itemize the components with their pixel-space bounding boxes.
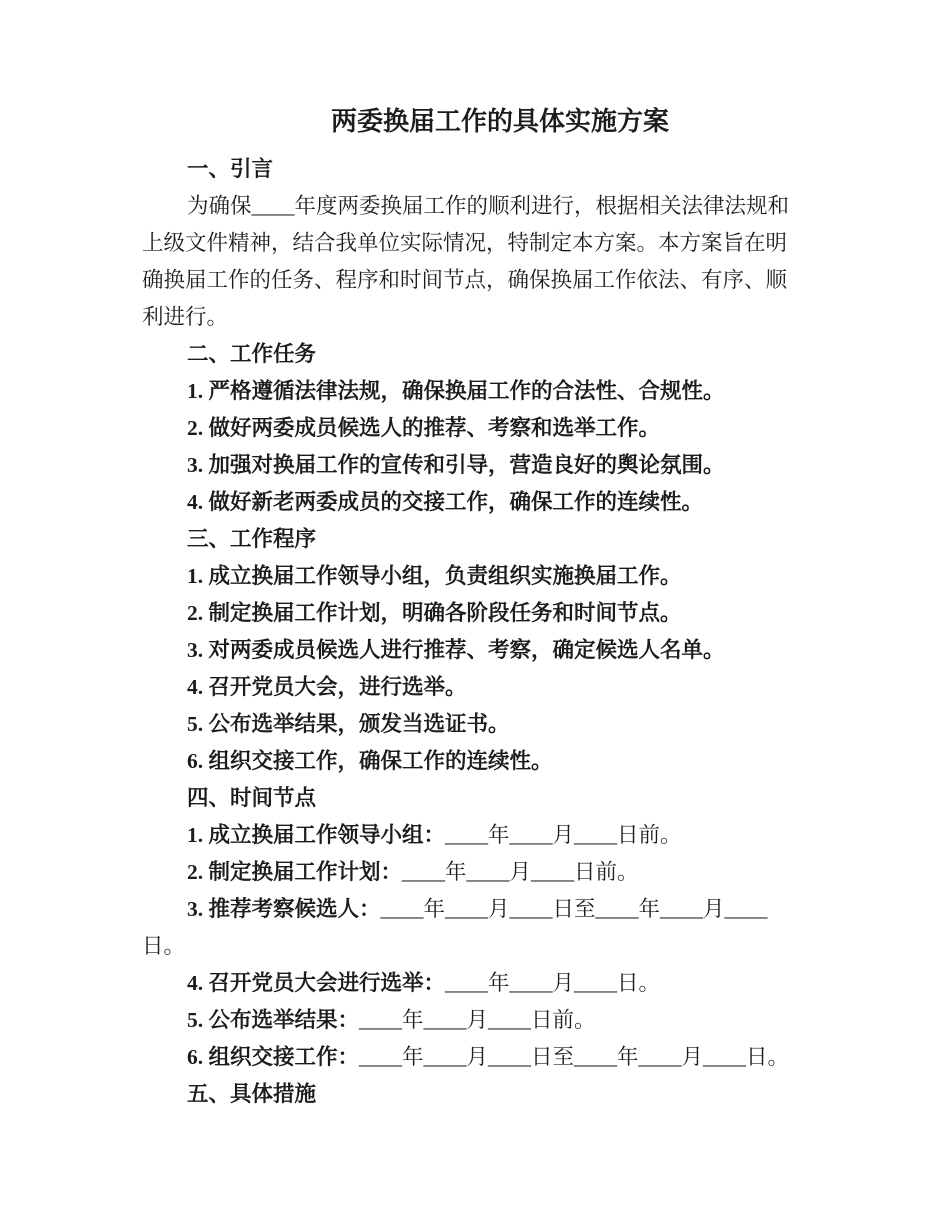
time-node-item-5-label: 5. 公布选举结果： [187,1008,360,1032]
section-heading-work-procedure: 三、工作程序 [187,527,317,551]
intro-paragraph-line-3: 确换届工作的任务、程序和时间节点，确保换届工作依法、有序、顺 [142,268,788,292]
work-task-item-3: 3. 加强对换届工作的宣传和引导，营造良好的舆论氛围。 [187,453,725,477]
procedure-item-6: 6. 组织交接工作，确保工作的连续性。 [187,749,553,773]
time-node-item-3 [142,891,858,928]
time-node-item-2-label: 2. 制定换届工作计划： [187,860,403,884]
time-node-item-2-blank: ____年____月____日前。 [402,860,639,884]
time-node-item-6-label: 6. 组织交接工作： [187,1045,360,1069]
time-node-item-6 [142,1039,858,1076]
time-node-item-2 [142,854,858,891]
intro-paragraph-line-4: 利进行。 [142,305,229,329]
procedure-item-4: 4. 召开党员大会，进行选举。 [187,675,467,699]
procedure-item-1: 1. 成立换届工作领导小组，负责组织实施换届工作。 [187,564,682,588]
work-task-item-2: 2. 做好两委成员候选人的推荐、考察和选举工作。 [187,416,661,440]
time-node-item-1-blank: ____年____月____日前。 [445,823,682,847]
document-body [142,151,858,1113]
procedure-item-5: 5. 公布选举结果，颁发当选证书。 [187,712,510,736]
intro-paragraph-line-2: 上级文件精神，结合我单位实际情况，特制定本方案。本方案旨在明 [142,231,788,255]
time-node-item-5 [142,1002,858,1039]
time-node-item-3-blank: ____年____月____日至____年____月____ [380,897,768,921]
document-title: 两委换届工作的具体实施方案 [330,107,669,136]
section-heading-introduction: 一、引言 [187,157,274,181]
work-task-item-1: 1. 严格遵循法律法规，确保换届工作的合法性、合规性。 [187,379,725,403]
procedure-item-3: 3. 对两委成员候选人进行推荐、考察，确定候选人名单。 [187,638,725,662]
procedure-item-2: 2. 制定换届工作计划，明确各阶段任务和时间节点。 [187,601,682,625]
work-task-item-4: 4. 做好新老两委成员的交接工作，确保工作的连续性。 [187,490,704,514]
section-heading-time-nodes: 四、时间节点 [187,786,317,810]
time-node-item-3-wrap: 日。 [142,934,186,958]
time-node-item-1 [142,817,858,854]
time-node-item-6-blank: ____年____月____日至____年____月____日。 [359,1045,790,1069]
time-node-item-4-blank: ____年____月____日。 [445,971,661,995]
intro-paragraph-line-1: 为确保____年度两委换届工作的顺利进行，根据相关法律法规和 [187,194,790,218]
time-node-item-1-label: 1. 成立换届工作领导小组： [187,823,446,847]
time-node-item-4-label: 4. 召开党员大会进行选举： [187,971,446,995]
time-node-item-4 [142,965,858,1002]
time-node-item-3-label: 3. 推荐考察候选人： [187,897,381,921]
section-heading-specific-measures: 五、具体措施 [187,1082,317,1106]
section-heading-work-tasks: 二、工作任务 [187,342,317,366]
time-node-item-5-blank: ____年____月____日前。 [359,1008,596,1032]
